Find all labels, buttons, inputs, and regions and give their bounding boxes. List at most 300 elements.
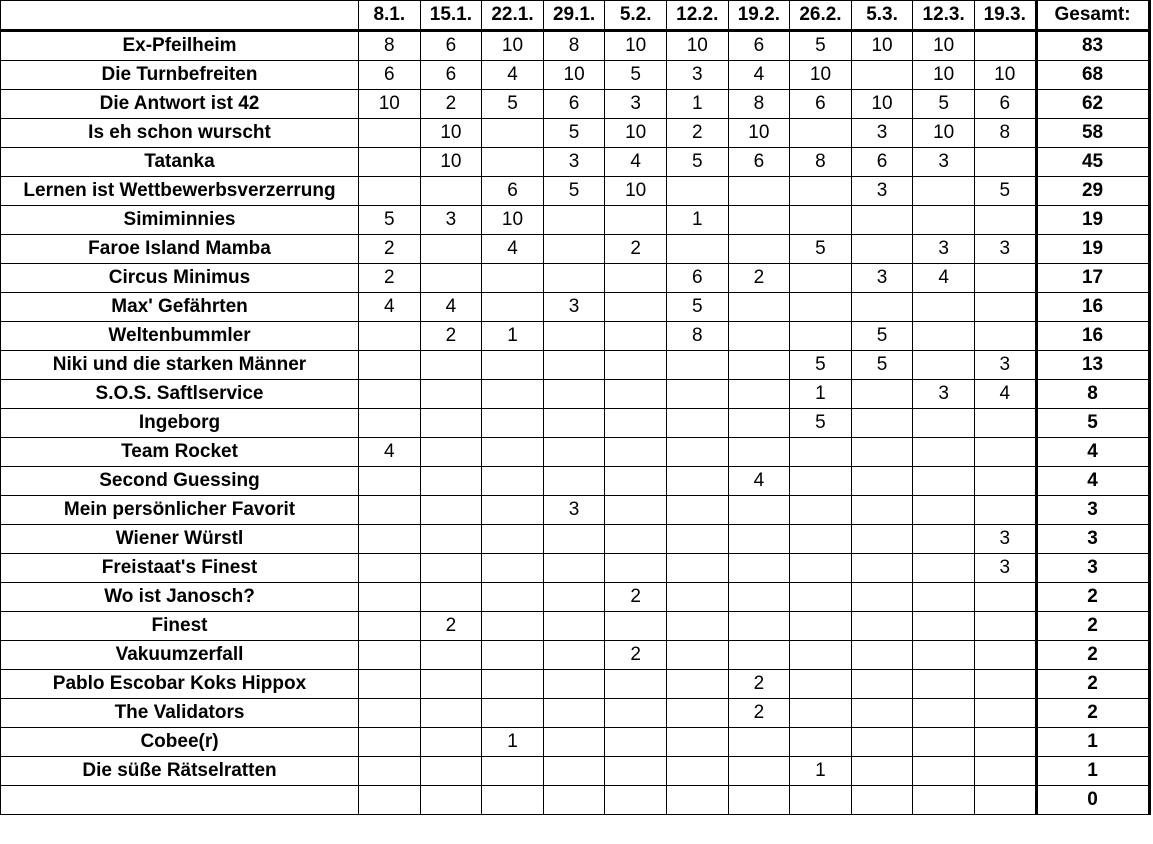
score-cell bbox=[543, 612, 605, 641]
total-cell: 83 bbox=[1036, 31, 1149, 61]
table-row bbox=[1, 699, 1150, 728]
team-name-cell: Vakuumzerfall bbox=[1, 641, 359, 670]
total-cell: 1 bbox=[1036, 757, 1149, 786]
score-cell bbox=[728, 757, 790, 786]
score-cell: 4 bbox=[605, 148, 667, 177]
score-cell: 8 bbox=[974, 119, 1036, 148]
score-cell: 5 bbox=[790, 351, 852, 380]
score-cell bbox=[482, 293, 544, 322]
score-cell bbox=[666, 583, 728, 612]
header-corner-cell bbox=[1, 1, 359, 31]
score-cell bbox=[359, 670, 421, 699]
score-cell bbox=[728, 641, 790, 670]
team-name-cell: Second Guessing bbox=[1, 467, 359, 496]
score-cell bbox=[420, 641, 482, 670]
score-cell bbox=[482, 583, 544, 612]
score-cell bbox=[420, 409, 482, 438]
date-header: 8.1. bbox=[359, 1, 421, 31]
score-cell: 10 bbox=[728, 119, 790, 148]
score-cell bbox=[666, 757, 728, 786]
score-cell: 10 bbox=[482, 31, 544, 61]
total-cell: 8 bbox=[1036, 380, 1149, 409]
score-cell bbox=[974, 699, 1036, 728]
score-cell: 10 bbox=[666, 31, 728, 61]
score-cell bbox=[790, 583, 852, 612]
score-cell: 3 bbox=[913, 380, 975, 409]
score-cell: 5 bbox=[851, 322, 913, 351]
score-cell bbox=[605, 293, 667, 322]
score-cell: 3 bbox=[913, 235, 975, 264]
score-cell bbox=[359, 322, 421, 351]
total-cell: 3 bbox=[1036, 554, 1149, 583]
score-cell bbox=[482, 786, 544, 815]
score-cell bbox=[728, 786, 790, 815]
score-cell bbox=[543, 583, 605, 612]
table-row bbox=[1, 641, 1150, 670]
score-cell bbox=[420, 786, 482, 815]
score-cell bbox=[728, 554, 790, 583]
score-cell: 10 bbox=[913, 119, 975, 148]
score-cell bbox=[666, 177, 728, 206]
score-cell bbox=[851, 293, 913, 322]
score-cell: 3 bbox=[543, 148, 605, 177]
score-cell bbox=[543, 786, 605, 815]
score-cell bbox=[790, 206, 852, 235]
score-cell bbox=[790, 670, 852, 699]
score-cell bbox=[605, 612, 667, 641]
score-cell: 1 bbox=[790, 757, 852, 786]
score-cell: 5 bbox=[790, 235, 852, 264]
team-name-cell: Weltenbummler bbox=[1, 322, 359, 351]
score-cell bbox=[605, 786, 667, 815]
score-cell: 6 bbox=[359, 61, 421, 90]
score-cell bbox=[851, 438, 913, 467]
date-header: 19.2. bbox=[728, 1, 790, 31]
score-cell: 10 bbox=[913, 31, 975, 61]
score-cell: 3 bbox=[974, 554, 1036, 583]
score-cell bbox=[359, 467, 421, 496]
date-header: 22.1. bbox=[482, 1, 544, 31]
score-cell bbox=[605, 699, 667, 728]
score-cell: 3 bbox=[543, 293, 605, 322]
score-cell bbox=[359, 641, 421, 670]
score-cell: 1 bbox=[790, 380, 852, 409]
team-name-cell: Is eh schon wurscht bbox=[1, 119, 359, 148]
score-cell bbox=[482, 641, 544, 670]
total-cell: 2 bbox=[1036, 699, 1149, 728]
score-cell bbox=[728, 206, 790, 235]
team-name-cell: Ex-Pfeilheim bbox=[1, 31, 359, 61]
score-cell: 2 bbox=[605, 583, 667, 612]
score-cell bbox=[666, 612, 728, 641]
score-cell bbox=[543, 206, 605, 235]
score-cell: 3 bbox=[851, 264, 913, 293]
score-cell: 10 bbox=[605, 31, 667, 61]
date-header: 5.2. bbox=[605, 1, 667, 31]
score-cell bbox=[851, 670, 913, 699]
score-cell: 3 bbox=[420, 206, 482, 235]
score-cell: 4 bbox=[974, 380, 1036, 409]
score-cell bbox=[359, 786, 421, 815]
score-cell bbox=[666, 409, 728, 438]
score-cell: 2 bbox=[605, 641, 667, 670]
score-cell bbox=[543, 438, 605, 467]
score-cell bbox=[974, 641, 1036, 670]
table-row bbox=[1, 728, 1150, 757]
score-cell bbox=[974, 670, 1036, 699]
team-name-cell: Ingeborg bbox=[1, 409, 359, 438]
score-table-body bbox=[1, 31, 1150, 815]
score-cell: 3 bbox=[851, 119, 913, 148]
team-name-cell: S.O.S. Saftlservice bbox=[1, 380, 359, 409]
score-cell: 5 bbox=[605, 61, 667, 90]
score-cell bbox=[359, 757, 421, 786]
score-cell bbox=[543, 351, 605, 380]
score-cell bbox=[666, 641, 728, 670]
score-cell bbox=[420, 554, 482, 583]
total-cell: 4 bbox=[1036, 467, 1149, 496]
table-row bbox=[1, 177, 1150, 206]
score-cell bbox=[913, 438, 975, 467]
score-cell: 8 bbox=[359, 31, 421, 61]
score-cell: 3 bbox=[543, 496, 605, 525]
total-cell: 3 bbox=[1036, 525, 1149, 554]
score-cell: 1 bbox=[482, 728, 544, 757]
total-cell: 2 bbox=[1036, 670, 1149, 699]
score-cell bbox=[974, 31, 1036, 61]
score-cell bbox=[974, 206, 1036, 235]
score-cell bbox=[605, 409, 667, 438]
score-cell bbox=[482, 409, 544, 438]
date-header: 15.1. bbox=[420, 1, 482, 31]
score-cell: 4 bbox=[728, 467, 790, 496]
total-cell: 1 bbox=[1036, 728, 1149, 757]
score-cell bbox=[728, 525, 790, 554]
total-cell: 3 bbox=[1036, 496, 1149, 525]
score-cell bbox=[420, 699, 482, 728]
score-cell: 4 bbox=[482, 235, 544, 264]
score-cell bbox=[851, 641, 913, 670]
score-cell bbox=[543, 525, 605, 554]
score-cell: 2 bbox=[728, 670, 790, 699]
team-name-cell: Max' Gefährten bbox=[1, 293, 359, 322]
score-cell bbox=[851, 699, 913, 728]
score-cell bbox=[359, 583, 421, 612]
score-cell bbox=[543, 380, 605, 409]
score-cell: 3 bbox=[974, 351, 1036, 380]
score-cell bbox=[851, 496, 913, 525]
score-cell: 10 bbox=[420, 148, 482, 177]
score-cell bbox=[605, 206, 667, 235]
header-row bbox=[1, 1, 1150, 31]
total-cell: 16 bbox=[1036, 322, 1149, 351]
score-cell bbox=[728, 380, 790, 409]
score-cell bbox=[790, 322, 852, 351]
score-cell: 6 bbox=[728, 31, 790, 61]
score-cell bbox=[913, 467, 975, 496]
score-cell bbox=[851, 525, 913, 554]
score-cell: 10 bbox=[851, 90, 913, 119]
score-cell bbox=[913, 525, 975, 554]
score-cell bbox=[359, 699, 421, 728]
score-cell bbox=[482, 757, 544, 786]
score-cell bbox=[974, 612, 1036, 641]
score-cell bbox=[482, 438, 544, 467]
score-cell: 2 bbox=[420, 90, 482, 119]
total-cell: 58 bbox=[1036, 119, 1149, 148]
score-cell bbox=[666, 467, 728, 496]
score-cell: 5 bbox=[359, 206, 421, 235]
score-cell bbox=[482, 496, 544, 525]
table-row bbox=[1, 670, 1150, 699]
score-cell: 2 bbox=[359, 235, 421, 264]
score-cell bbox=[790, 438, 852, 467]
total-cell: 17 bbox=[1036, 264, 1149, 293]
score-cell bbox=[543, 757, 605, 786]
score-cell bbox=[420, 467, 482, 496]
score-cell bbox=[913, 757, 975, 786]
score-cell bbox=[605, 670, 667, 699]
total-cell: 16 bbox=[1036, 293, 1149, 322]
score-cell bbox=[913, 699, 975, 728]
date-header: 29.1. bbox=[543, 1, 605, 31]
score-cell bbox=[666, 438, 728, 467]
score-cell bbox=[605, 438, 667, 467]
table-row bbox=[1, 409, 1150, 438]
score-cell bbox=[666, 525, 728, 554]
total-cell: 13 bbox=[1036, 351, 1149, 380]
table-row bbox=[1, 351, 1150, 380]
score-cell: 4 bbox=[359, 438, 421, 467]
team-name-cell: Faroe Island Mamba bbox=[1, 235, 359, 264]
score-cell bbox=[728, 728, 790, 757]
score-cell bbox=[790, 612, 852, 641]
score-cell bbox=[666, 380, 728, 409]
score-cell bbox=[482, 467, 544, 496]
score-cell bbox=[359, 351, 421, 380]
table-row bbox=[1, 496, 1150, 525]
score-cell: 10 bbox=[543, 61, 605, 90]
team-name-cell: Die Antwort ist 42 bbox=[1, 90, 359, 119]
score-cell: 2 bbox=[728, 264, 790, 293]
table-row bbox=[1, 322, 1150, 351]
score-cell bbox=[728, 293, 790, 322]
score-cell bbox=[482, 525, 544, 554]
score-cell: 5 bbox=[790, 409, 852, 438]
score-cell bbox=[482, 148, 544, 177]
score-cell bbox=[913, 612, 975, 641]
score-cell: 2 bbox=[359, 264, 421, 293]
score-cell bbox=[359, 554, 421, 583]
score-cell bbox=[974, 409, 1036, 438]
score-cell bbox=[974, 786, 1036, 815]
table-row bbox=[1, 612, 1150, 641]
score-cell bbox=[974, 148, 1036, 177]
score-cell: 3 bbox=[851, 177, 913, 206]
score-cell: 4 bbox=[482, 61, 544, 90]
score-cell bbox=[359, 148, 421, 177]
score-cell bbox=[790, 641, 852, 670]
team-name-cell: Simiminnies bbox=[1, 206, 359, 235]
score-cell: 8 bbox=[790, 148, 852, 177]
score-cell bbox=[420, 235, 482, 264]
score-cell: 6 bbox=[482, 177, 544, 206]
score-cell bbox=[543, 670, 605, 699]
table-row bbox=[1, 31, 1150, 61]
score-cell bbox=[851, 554, 913, 583]
total-cell: 19 bbox=[1036, 235, 1149, 264]
score-cell: 5 bbox=[790, 31, 852, 61]
score-cell: 4 bbox=[728, 61, 790, 90]
score-cell bbox=[666, 699, 728, 728]
score-cell bbox=[790, 786, 852, 815]
score-cell: 6 bbox=[974, 90, 1036, 119]
score-cell bbox=[913, 496, 975, 525]
score-cell bbox=[666, 670, 728, 699]
score-cell bbox=[790, 525, 852, 554]
score-cell bbox=[359, 409, 421, 438]
total-cell: 2 bbox=[1036, 641, 1149, 670]
score-cell bbox=[728, 409, 790, 438]
score-cell bbox=[790, 496, 852, 525]
score-cell bbox=[482, 699, 544, 728]
score-cell: 3 bbox=[605, 90, 667, 119]
team-name-cell: Freistaat's Finest bbox=[1, 554, 359, 583]
team-name-cell: Lernen ist Wettbewerbsverzerrung bbox=[1, 177, 359, 206]
score-cell bbox=[543, 235, 605, 264]
total-cell: 2 bbox=[1036, 583, 1149, 612]
score-cell bbox=[913, 728, 975, 757]
score-cell bbox=[851, 380, 913, 409]
score-cell: 6 bbox=[420, 61, 482, 90]
score-cell: 10 bbox=[913, 61, 975, 90]
team-name-cell: Wiener Würstl bbox=[1, 525, 359, 554]
score-cell bbox=[851, 757, 913, 786]
score-cell bbox=[974, 438, 1036, 467]
score-cell bbox=[420, 380, 482, 409]
score-cell: 8 bbox=[666, 322, 728, 351]
score-cell: 3 bbox=[974, 235, 1036, 264]
score-cell bbox=[974, 757, 1036, 786]
score-cell bbox=[666, 351, 728, 380]
score-cell bbox=[605, 351, 667, 380]
score-cell: 5 bbox=[851, 351, 913, 380]
score-cell bbox=[790, 264, 852, 293]
score-cell: 10 bbox=[851, 31, 913, 61]
score-cell: 1 bbox=[666, 90, 728, 119]
score-cell bbox=[359, 612, 421, 641]
score-cell bbox=[605, 728, 667, 757]
score-cell: 2 bbox=[605, 235, 667, 264]
date-header: 12.2. bbox=[666, 1, 728, 31]
date-header: 19.3. bbox=[974, 1, 1036, 31]
table-row bbox=[1, 61, 1150, 90]
score-cell bbox=[482, 119, 544, 148]
score-cell bbox=[605, 757, 667, 786]
score-cell bbox=[482, 380, 544, 409]
team-name-cell: Die süße Rätselratten bbox=[1, 757, 359, 786]
score-cell bbox=[420, 670, 482, 699]
score-cell bbox=[543, 264, 605, 293]
table-row bbox=[1, 583, 1150, 612]
score-cell bbox=[605, 380, 667, 409]
total-cell: 68 bbox=[1036, 61, 1149, 90]
team-name-cell: Niki und die starken Männer bbox=[1, 351, 359, 380]
score-cell: 5 bbox=[666, 293, 728, 322]
score-cell bbox=[543, 554, 605, 583]
score-cell bbox=[420, 264, 482, 293]
score-cell bbox=[790, 119, 852, 148]
score-cell: 5 bbox=[666, 148, 728, 177]
score-cell bbox=[605, 264, 667, 293]
score-cell bbox=[851, 235, 913, 264]
total-cell: 0 bbox=[1036, 786, 1149, 815]
score-cell bbox=[420, 496, 482, 525]
table-row bbox=[1, 467, 1150, 496]
score-cell: 6 bbox=[790, 90, 852, 119]
score-cell: 10 bbox=[605, 177, 667, 206]
team-name-cell: Cobee(r) bbox=[1, 728, 359, 757]
score-cell: 6 bbox=[420, 31, 482, 61]
score-cell bbox=[420, 351, 482, 380]
score-cell bbox=[728, 235, 790, 264]
score-cell bbox=[482, 351, 544, 380]
total-cell: 2 bbox=[1036, 612, 1149, 641]
score-cell: 1 bbox=[482, 322, 544, 351]
score-cell: 6 bbox=[728, 148, 790, 177]
score-cell bbox=[666, 728, 728, 757]
total-cell: 29 bbox=[1036, 177, 1149, 206]
score-cell bbox=[913, 177, 975, 206]
score-cell bbox=[543, 409, 605, 438]
team-name-cell: The Validators bbox=[1, 699, 359, 728]
score-cell bbox=[482, 264, 544, 293]
team-name-cell: Finest bbox=[1, 612, 359, 641]
score-cell bbox=[851, 206, 913, 235]
score-cell bbox=[913, 670, 975, 699]
team-name-cell: Die Turnbefreiten bbox=[1, 61, 359, 90]
score-cell bbox=[913, 351, 975, 380]
score-cell bbox=[790, 467, 852, 496]
team-name-cell: Wo ist Janosch? bbox=[1, 583, 359, 612]
score-cell bbox=[420, 583, 482, 612]
team-name-cell bbox=[1, 786, 359, 815]
score-cell bbox=[605, 554, 667, 583]
score-cell: 1 bbox=[666, 206, 728, 235]
score-cell: 10 bbox=[359, 90, 421, 119]
score-cell bbox=[482, 612, 544, 641]
score-cell bbox=[913, 641, 975, 670]
score-cell: 6 bbox=[543, 90, 605, 119]
score-cell bbox=[605, 496, 667, 525]
score-cell bbox=[420, 177, 482, 206]
score-cell: 10 bbox=[482, 206, 544, 235]
score-cell: 5 bbox=[543, 119, 605, 148]
table-row bbox=[1, 786, 1150, 815]
score-cell: 10 bbox=[790, 61, 852, 90]
score-cell bbox=[851, 728, 913, 757]
score-cell bbox=[790, 699, 852, 728]
team-name-cell: Team Rocket bbox=[1, 438, 359, 467]
score-cell: 2 bbox=[728, 699, 790, 728]
table-row bbox=[1, 119, 1150, 148]
total-cell: 19 bbox=[1036, 206, 1149, 235]
total-cell: 5 bbox=[1036, 409, 1149, 438]
score-cell bbox=[851, 61, 913, 90]
score-cell bbox=[974, 583, 1036, 612]
score-cell bbox=[359, 496, 421, 525]
score-cell bbox=[728, 322, 790, 351]
